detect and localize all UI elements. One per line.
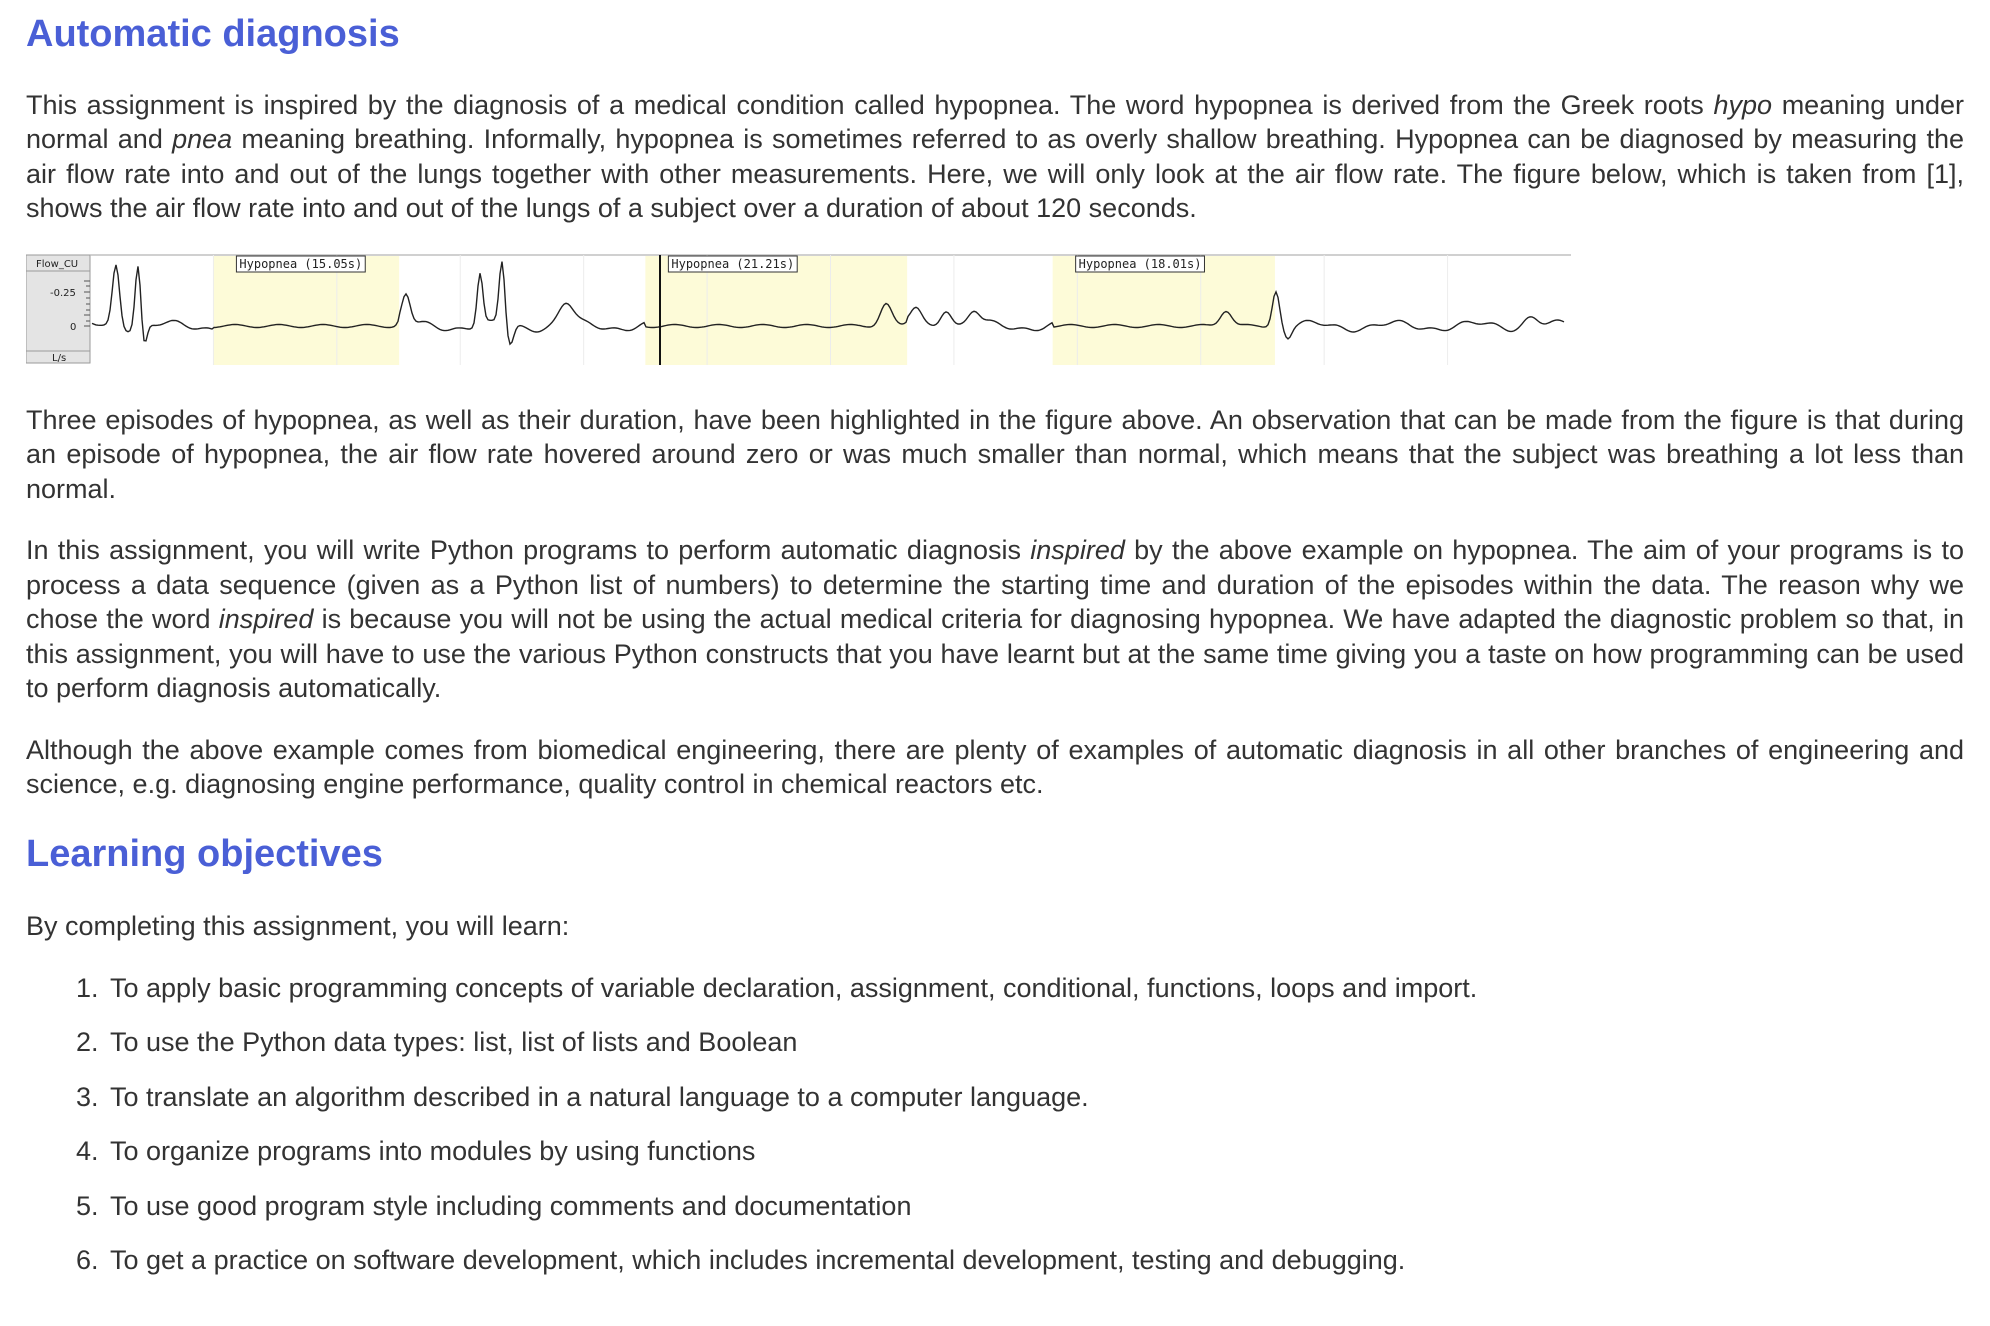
intro-text-a: This assignment is inspired by the diagnosis of a medical condition called hypopnea. The word hypopnea is derived from the Greek roots [26, 89, 1714, 120]
objectives-intro: By completing this assignment, you will learn: [26, 911, 570, 942]
hypopnea-episode-label: Hypopnea (21.21s) [671, 256, 795, 271]
objectives-list [26, 971, 1964, 1278]
airflow-figure [26, 253, 1571, 365]
objective-item: 4. To organize programs into modules by using functions [106, 1134, 1964, 1168]
term-hypo: hypo [1713, 89, 1773, 120]
engineering-paragraph: Although the above example comes from biomedical engineering, there are plenty of examples of automatic diagnosis in all other branches of engineering and science, e.g. diagnosing engine performance, quality control in chemical reactors etc. [26, 734, 1964, 800]
heading-automatic-diagnosis: Automatic diagnosis [26, 13, 400, 55]
assignment-text-a: In this assignment, you will write Python programs to perform automatic diagnosis [26, 535, 1031, 566]
heading-learning-objectives: Learning objectives [26, 832, 383, 875]
unit-label: L/s [52, 352, 67, 364]
objective-item: 2. To use the Python data types: list, list of lists and Boolean [106, 1025, 1964, 1059]
observation-paragraph: Three episodes of hypopnea, as well as their duration, have been highlighted in the figure above. An observation that can be made from the figure is that during an episode of hypopnea, the air flow rate hovered around zero or was much smaller than normal, which means that the subject was breathing a lot less than normal. [26, 404, 1964, 504]
airflow-chart [26, 253, 1571, 365]
objective-item: 6. To get a practice on software development, which includes incremental development, testing and debugging. [106, 1243, 1964, 1277]
objective-item: 5. To use good program style including comments and documentation [106, 1189, 1964, 1223]
intro-text-b: meaning under normal and [26, 89, 1964, 155]
assignment-text-c: is because you will not be using the actual medical criteria for diagnosing hypopnea. We have adapted the diagnostic problem so that, in this assignment, you will have to use the various Python constructs that you have learnt but at the same time giving you a taste on how programming can be used to perform diagnosis automatically. [26, 604, 1964, 704]
hypopnea-episode-label: Hypopnea (18.01s) [1078, 256, 1202, 271]
assignment-paragraph [26, 533, 1964, 706]
objective-item: 1. To apply basic programming concepts of variable declaration, assignment, conditional, functions, loops and import. [106, 971, 1964, 1005]
term-inspired-2: inspired [218, 604, 314, 635]
intro-text-c: meaning breathing. Informally, hypopnea is sometimes referred to as overly shallow breathing. Hypopnea can be diagnosed by measuring the air flow rate into and out of the lungs together with other measurements. Here, we will only look at the air flow rate. The figure below, which is taken from [1], shows the air flow rate into and out of the lungs of a subject over a duration of about 120 seconds. [26, 124, 1964, 224]
objective-item: 3. To translate an algorithm described in a natural language to a computer language. [106, 1080, 1964, 1114]
hypopnea-episode-label: Hypopnea (15.05s) [239, 256, 363, 271]
assignment-text-b: by the above example on hypopnea. The aim of your programs is to process a data sequence (given as a Python list of numbers) to determine the starting time and duration of the episodes within the data. The reason why we chose the word [26, 535, 1964, 635]
term-pnea: pnea [172, 124, 233, 155]
channel-label: Flow_CU [36, 258, 79, 270]
y-tick-label-zero: 0 [70, 321, 77, 333]
term-inspired-1: inspired [1030, 535, 1125, 566]
y-tick-label-neg: -0.25 [50, 287, 76, 299]
intro-paragraph [26, 88, 1964, 226]
